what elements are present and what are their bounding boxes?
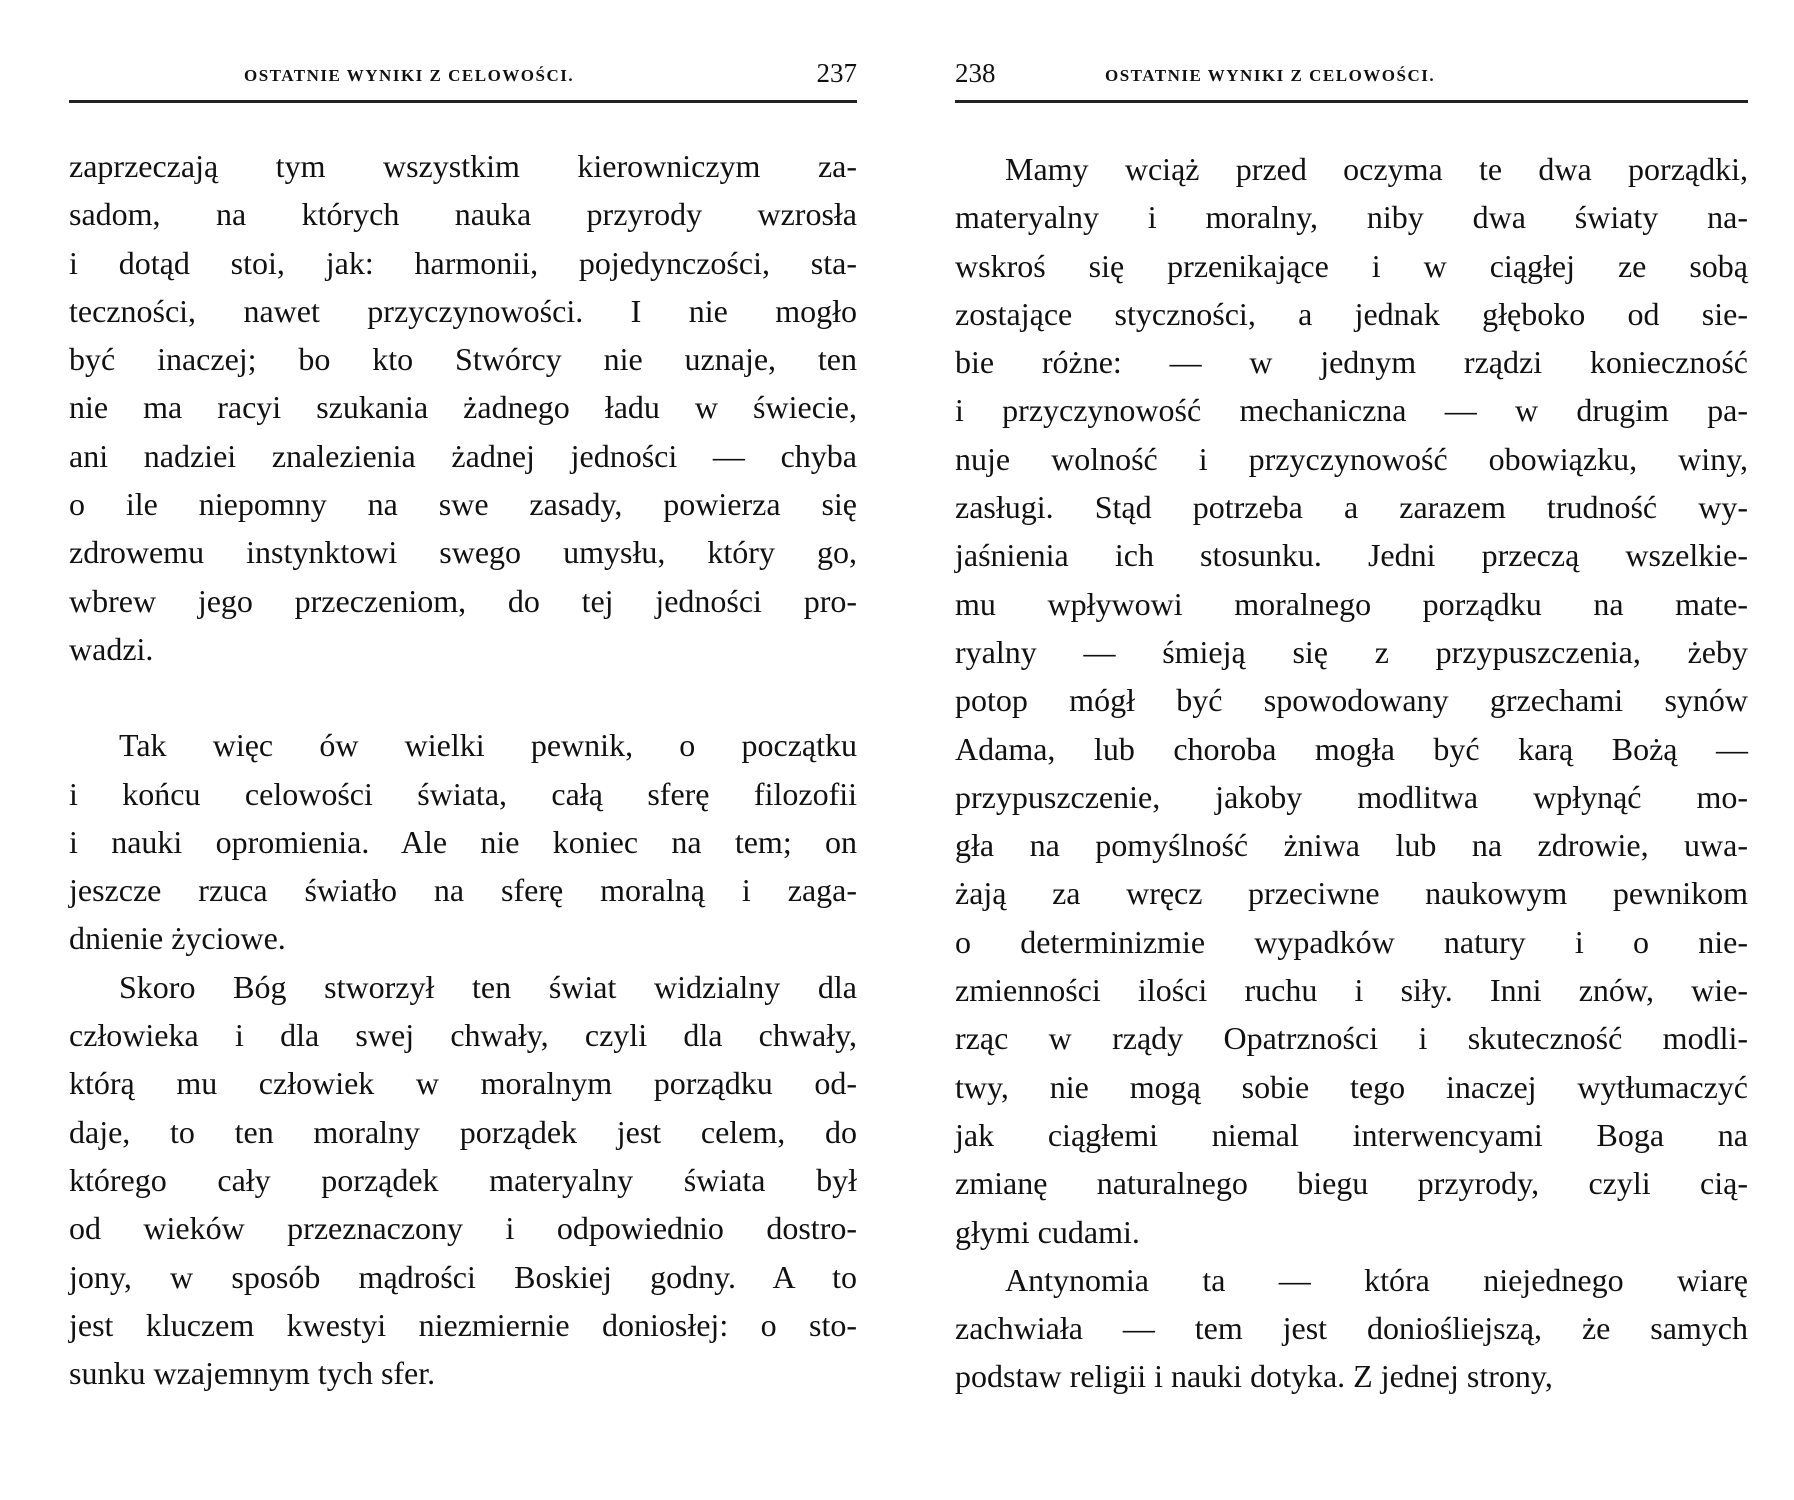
text-line: Tak więc ów wielki pewnik, o początku — [119, 727, 857, 764]
text-line: sunku wzajemnym tych sfer. — [69, 1355, 436, 1392]
text-line: którego cały porządek materyalny świata był — [69, 1161, 857, 1198]
text-line: i dotąd stoi, jak: harmonii, pojedynczości, sta- — [69, 244, 857, 281]
header-rule — [955, 100, 1748, 103]
text-line: przypuszczenie, jakoby modlitwa wpłynąć mo- — [955, 778, 1748, 815]
text-line: Adama, lub choroba mogła być karą Bożą — — [955, 730, 1748, 767]
page-body — [955, 145, 1748, 1401]
text-line: zasługi. Stąd potrzeba a zarazem trudność wy- — [955, 489, 1748, 526]
text-line: i końcu celowości świata, całą sferę filozofii — [69, 775, 857, 812]
text-line: jak ciągłemi niemal interwencyami Boga na — [955, 1116, 1748, 1153]
text-line: wskroś się przenikające i w ciągłej ze sobą — [955, 247, 1748, 284]
paragraph — [69, 963, 857, 1398]
page-body — [69, 142, 857, 1397]
text-line: być inaczej; bo kto Stwórcy nie uznaje, ten — [69, 341, 857, 378]
text-line: i przyczynowość mechaniczna — w drugim pa- — [955, 392, 1748, 429]
text-line: nuje wolność i przyczynowość obowiązku, winy, — [955, 440, 1748, 477]
text-line: gła na pomyślność żniwa lub na zdrowie, uwa- — [955, 827, 1748, 864]
text-line: potop mógł być spowodowany grzechami synów — [955, 682, 1748, 719]
text-line: sadom, na których nauka przyrody wzrosła — [69, 196, 857, 233]
text-line: jeszcze rzuca światło na sferę moralną i zaga- — [69, 872, 857, 909]
text-line: od wieków przeznaczony i odpowiednio dostro- — [69, 1210, 857, 1247]
paragraph — [69, 721, 857, 962]
text-line: zostające styczności, a jednak głęboko od sie- — [955, 295, 1748, 332]
text-line: twy, nie mogą sobie tego inaczej wytłumaczyć — [955, 1068, 1748, 1105]
page-header — [955, 58, 1748, 92]
text-line: Mamy wciąż przed oczyma te dwa porządki, — [1005, 151, 1748, 187]
text-line: daje, to ten moralny porządek jest celem, do — [69, 1113, 857, 1150]
running-head: OSTATNIE WYNIKI Z CELOWOŚCI. — [244, 66, 575, 85]
text-line: podstaw religii i nauki dotyka. Z jednej strony, — [955, 1358, 1553, 1395]
text-line: ani nadziei znalezienia żadnej jedności — chyba — [69, 437, 857, 474]
header-rule — [69, 100, 857, 103]
text-line: materyalny i moralny, niby dwa światy na- — [955, 199, 1748, 236]
paragraph — [69, 142, 857, 673]
text-line: ryalny — śmieją się z przypuszczenia, żeby — [955, 633, 1748, 670]
text-line: zdrowemu instynktowi swego umysłu, który go, — [69, 534, 857, 571]
text-line: Antynomia ta — która niejednego wiarę — [1005, 1261, 1748, 1298]
text-line: i nauki opromienia. Ale nie koniec na tem; on — [69, 823, 857, 860]
text-line: jest kluczem kwestyi niezmiernie doniosłej: o sto- — [69, 1306, 857, 1343]
text-line: teczności, nawet przyczynowości. I nie mogło — [69, 292, 857, 329]
text-line: wadzi. — [69, 630, 154, 667]
text-line: zmienności ilości ruchu i siły. Inni znów, wie- — [955, 972, 1748, 1009]
text-line: o ile niepomny na swe zasady, powierza się — [69, 486, 857, 523]
text-line: o determinizmie wypadków natury i o nie- — [955, 923, 1748, 960]
page-number: 237 — [816, 58, 857, 88]
text-line: nie ma racyi szukania żadnego ładu w świecie, — [69, 389, 857, 426]
text-line: jony, w sposób mądrości Boskiej godny. A to — [69, 1258, 857, 1295]
text-line: wbrew jego przeczeniom, do tej jedności pro- — [69, 582, 857, 619]
text-line: zachwiała — tem jest doniośliejszą, że samych — [955, 1310, 1748, 1347]
paragraph — [955, 145, 1748, 1256]
text-line: którą mu człowiek w moralnym porządku od- — [69, 1065, 857, 1102]
text-line: żają za wręcz przeciwne naukowym pewnikom — [955, 875, 1748, 912]
text-line: mu wpływowi moralnego porządku na mate- — [955, 585, 1748, 622]
page-number: 238 — [955, 58, 996, 88]
page-header — [69, 58, 857, 92]
text-line: rząc w rządy Opatrzności i skuteczność modli- — [955, 1020, 1748, 1057]
text-line: bie różne: — w jednym rządzi konieczność — [955, 344, 1748, 381]
text-line: człowieka i dla swej chwały, czyli dla chwały, — [69, 1017, 857, 1054]
text-line: Skoro Bóg stworzył ten świat widzialny dla — [119, 968, 857, 1005]
running-head: OSTATNIE WYNIKI Z CELOWOŚCI. — [1105, 66, 1436, 85]
text-line: głymi cudami. — [955, 1213, 1140, 1250]
text-line: zaprzeczają tym wszystkim kierowniczym za- — [69, 148, 857, 184]
text-line: zmianę naturalnego biegu przyrody, czyli cią- — [955, 1165, 1748, 1202]
text-line: dnienie życiowe. — [69, 920, 286, 957]
text-line: jaśnienia ich stosunku. Jedni przeczą wszelkie- — [955, 537, 1748, 574]
paragraph — [955, 1256, 1748, 1401]
